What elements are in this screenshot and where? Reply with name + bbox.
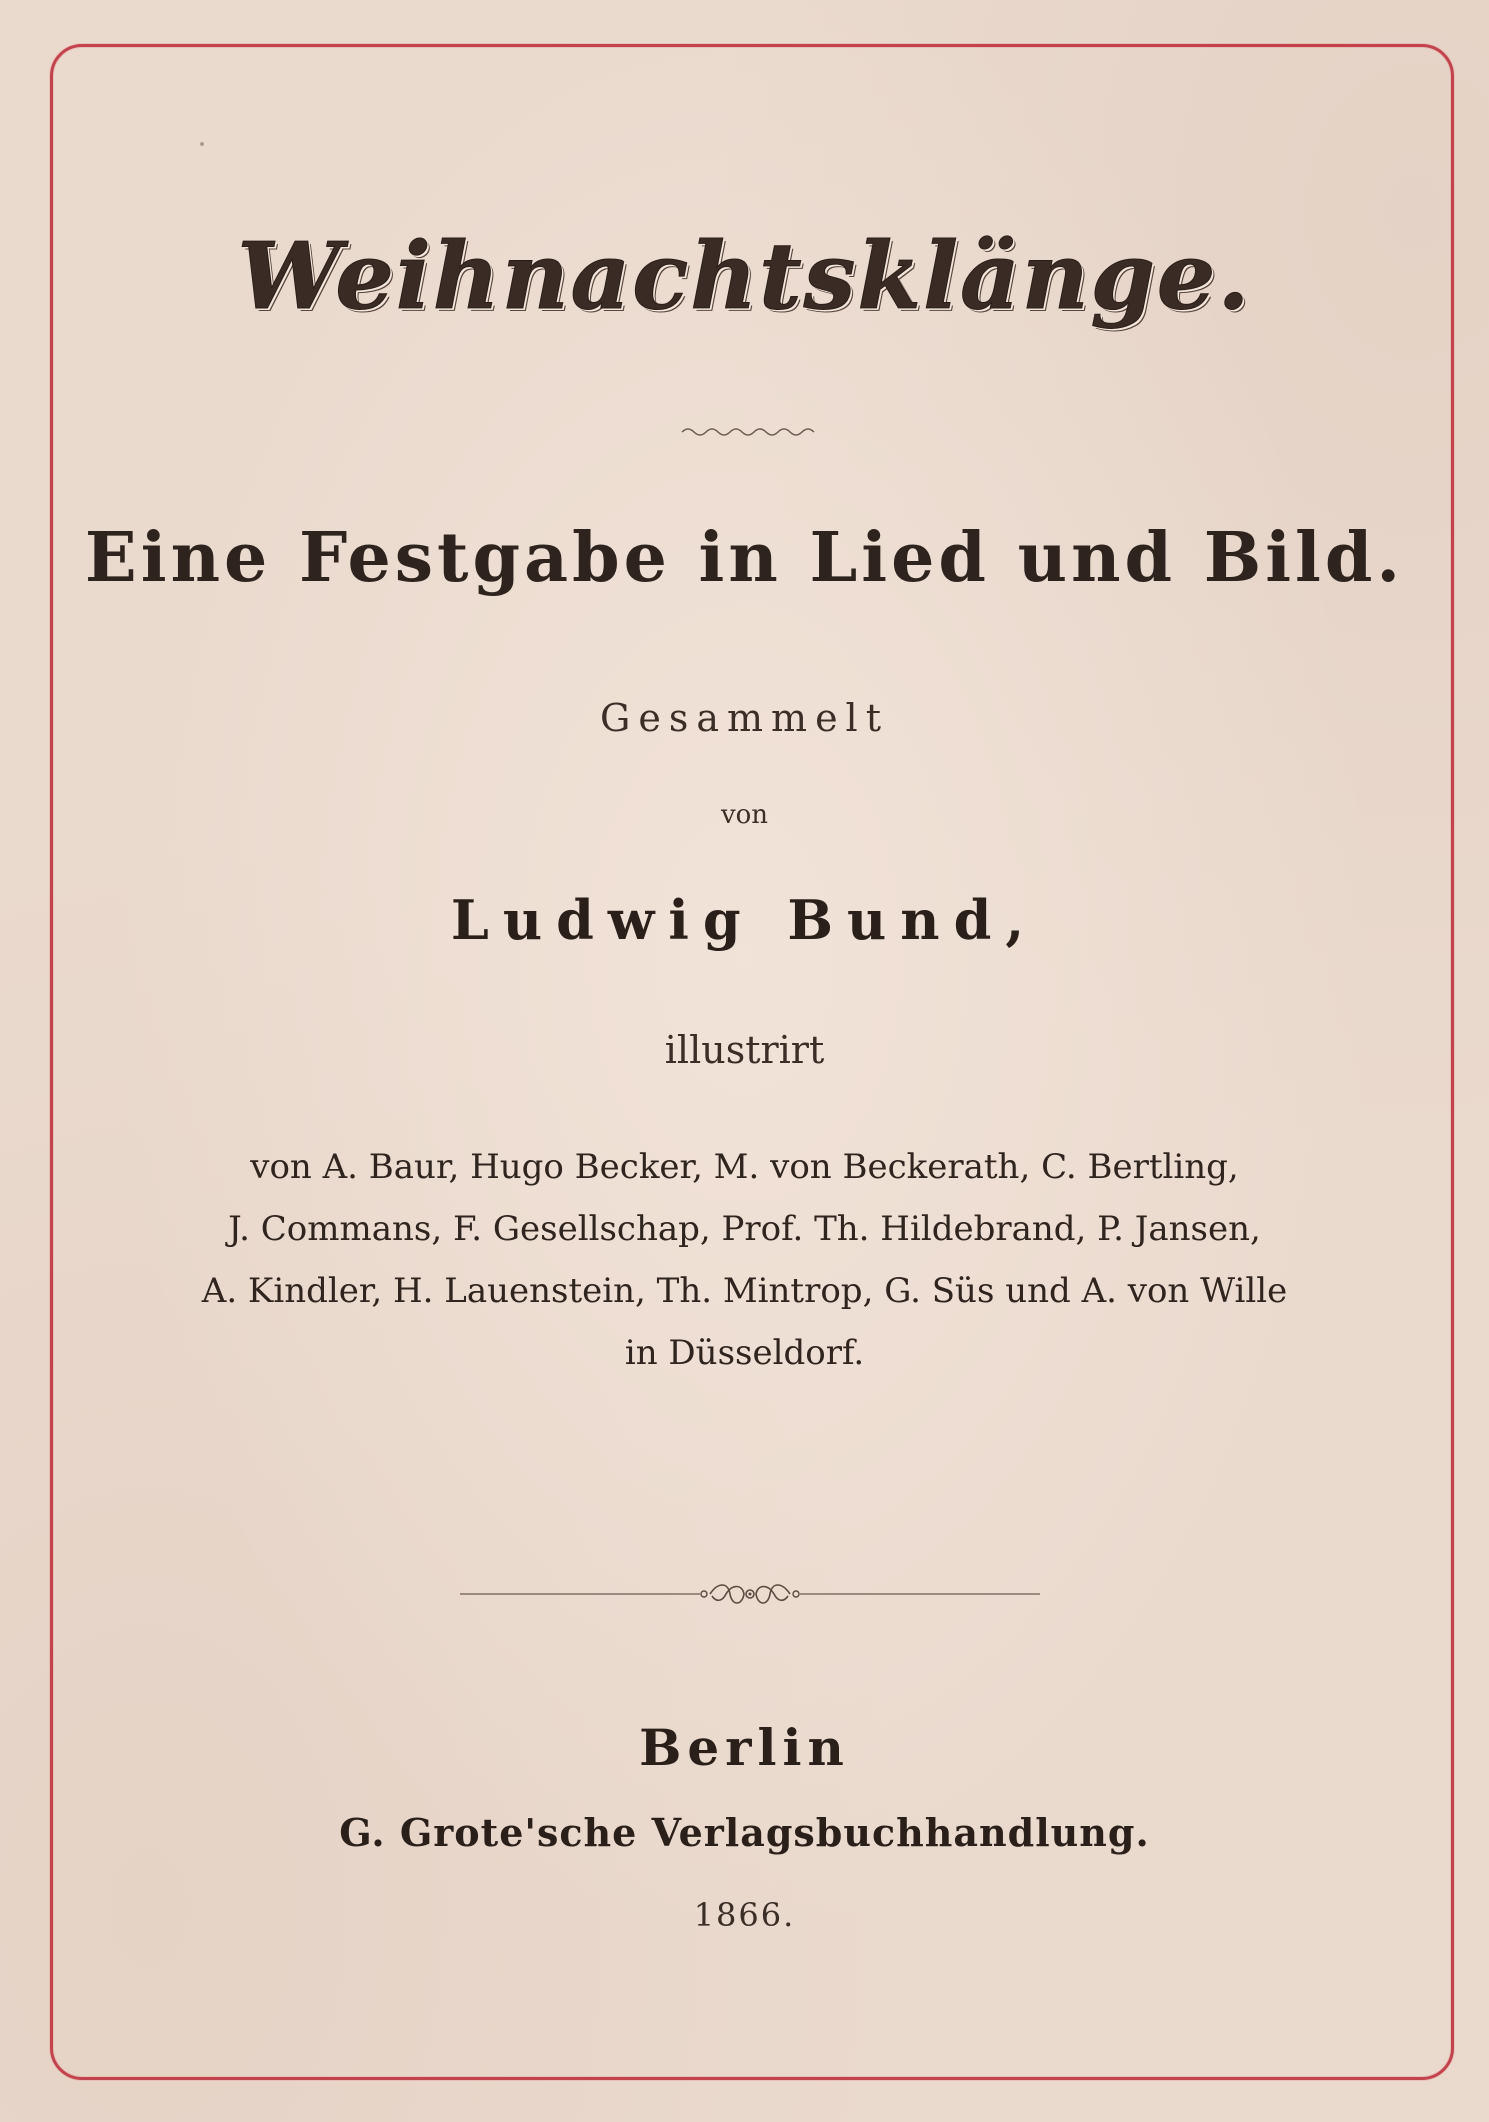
flourish-divider-icon [460, 1574, 1040, 1614]
illustrators-line: in Düsseldorf. [624, 1333, 865, 1373]
publisher-name: G. Grote'sche Verlagsbuchhandlung. [339, 1810, 1150, 1855]
paper-speck [200, 142, 204, 146]
illustrators-line: J. Commans, F. Gesellschap, Prof. Th. Hildebrand, P. Jansen, [228, 1209, 1261, 1249]
publication-city: Berlin [639, 1718, 850, 1777]
illustrators-line: A. Kindler, H. Lauenstein, Th. Mintrop, G. Süs und A. von Wille [201, 1271, 1288, 1311]
book-title: Weihnachtsklänge. [237, 222, 1252, 330]
book-subtitle: Eine Festgabe in Lied und Bild. [84, 518, 1405, 598]
publication-year: 1866. [693, 1896, 796, 1934]
collected-label: Gesammelt [600, 696, 889, 740]
illustrators-list [0, 1136, 1489, 1384]
author-name: Ludwig Bund, [450, 888, 1039, 952]
by-label: von [720, 800, 769, 830]
illustrators-line: von A. Baur, Hugo Becker, M. von Beckerath, C. Bertling, [250, 1147, 1239, 1187]
illustrated-label: illustrirt [664, 1028, 825, 1072]
wavy-divider-icon [680, 424, 820, 436]
